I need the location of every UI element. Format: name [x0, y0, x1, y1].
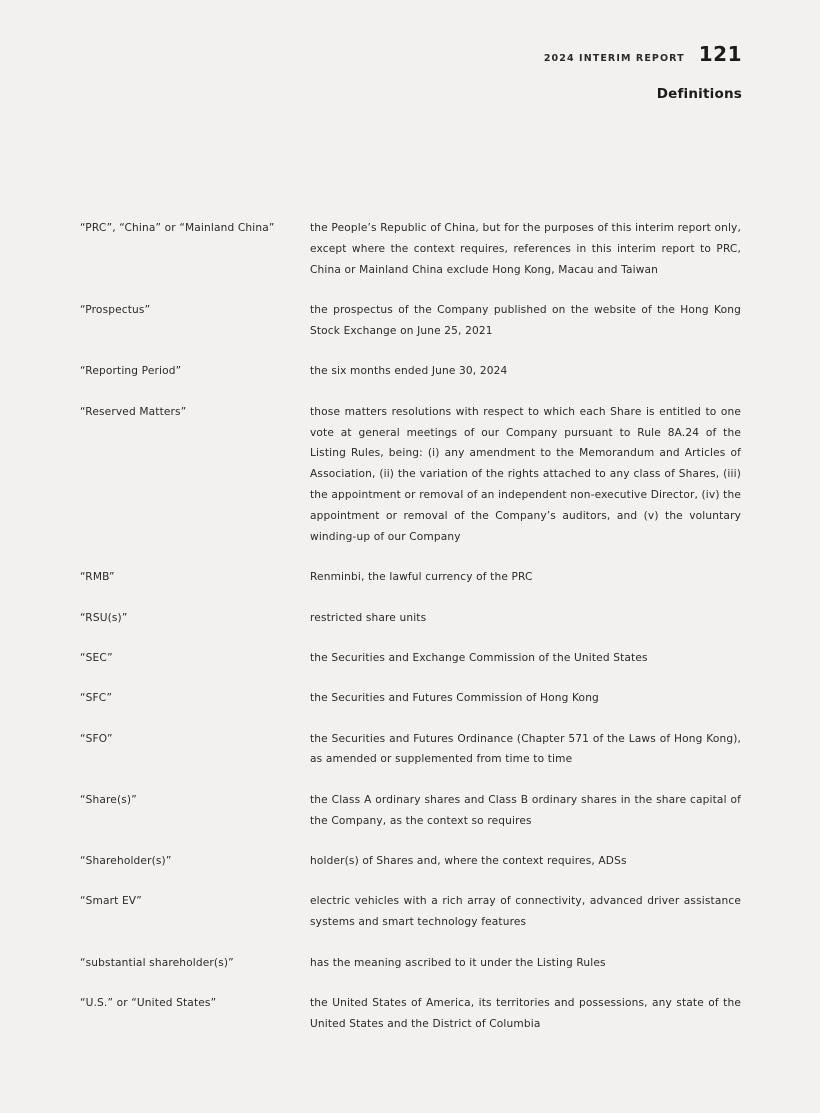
- definition-row: [80, 729, 742, 771]
- definition-row: [80, 953, 742, 974]
- definition-description: electric vehicles with a rich array of connectivity, advanced driver assistance systems and smart technology features: [310, 895, 741, 929]
- definition-description: the Class A ordinary shares and Class B ordinary shares in the share capital of the Company, as the context so requires: [310, 793, 741, 827]
- definition-term: “Reporting Period”: [80, 365, 182, 378]
- definition-term: “SFC”: [80, 692, 113, 705]
- definition-term: “U.S.” or “United States”: [80, 996, 217, 1009]
- definition-row: [80, 567, 742, 588]
- definition-description: the Securities and Futures Ordinance (Chapter 571 of the Laws of Hong Kong), as amended or supplemented from time to time: [310, 732, 741, 766]
- report-label: 2024 INTERIM REPORT: [543, 53, 685, 64]
- definition-term: “Prospectus”: [80, 304, 151, 317]
- definition-row: [80, 402, 742, 548]
- definition-description: the United States of America, its territories and possessions, any state of the United States and the District of Columbia: [310, 996, 741, 1030]
- definition-term: “SEC”: [80, 651, 113, 664]
- definition-description: restricted share units: [310, 611, 427, 624]
- definition-term: “RSU(s)”: [80, 611, 128, 624]
- definition-term: “substantial shareholder(s)”: [80, 956, 234, 969]
- definitions-list: [80, 218, 742, 1054]
- definition-term: “Reserved Matters”: [80, 405, 187, 418]
- definition-row: [80, 648, 742, 669]
- definition-description: the Securities and Futures Commission of Hong Kong: [310, 692, 599, 705]
- definition-description: has the meaning ascribed to it under the Listing Rules: [310, 956, 606, 969]
- definition-term: “Share(s)”: [80, 793, 137, 806]
- definition-term: “PRC”, “China” or “Mainland China”: [80, 222, 275, 234]
- definition-term: “RMB”: [80, 571, 115, 584]
- definition-description: the prospectus of the Company published on the website of the Hong Kong Stock Exchange on June 25, 2021: [310, 304, 741, 337]
- definition-row: [80, 891, 742, 933]
- definition-description: holder(s) of Shares and, where the context requires, ADSs: [310, 855, 627, 868]
- definition-row: [80, 688, 742, 709]
- definition-row: [80, 851, 742, 872]
- definition-description: the Securities and Exchange Commission of the United States: [310, 651, 648, 664]
- definition-row: [80, 608, 742, 629]
- definition-row: [80, 790, 742, 832]
- definition-description: the six months ended June 30, 2024: [310, 365, 508, 378]
- definition-row: [80, 300, 742, 342]
- definition-description: the People’s Republic of China, but for the purposes of this interim report only, except where the context requires, references in this interim report to PRC, China or Mainland China exclude Hong Kong, Macau and Taiwan: [310, 222, 741, 276]
- definition-term: “Shareholder(s)”: [80, 855, 172, 868]
- definition-term: “SFO”: [80, 732, 113, 745]
- definition-description: those matters resolutions with respect to which each Share is entitled to one vote at general meetings of our Company pursuant to Rule 8A.24 of the Listing Rules, being: (i) any amendment to the Memorandum and Articles of Association, (ii) the variation of the rights attached to any class of Shares, (iii) the appointment or removal of an independent non-executive Director, (iv) the appointment or removal of the Company’s auditors, and (v) the voluntary winding-up of our Company: [310, 405, 741, 543]
- definition-row: [80, 993, 742, 1035]
- definition-description: Renminbi, the lawful currency of the PRC: [310, 571, 533, 584]
- definition-term: “Smart EV”: [80, 895, 142, 908]
- definition-row: [80, 361, 742, 382]
- page-header: [544, 42, 742, 66]
- page-number: 121: [698, 42, 742, 66]
- page-title: Definitions: [656, 86, 742, 102]
- definition-row: [80, 218, 742, 281]
